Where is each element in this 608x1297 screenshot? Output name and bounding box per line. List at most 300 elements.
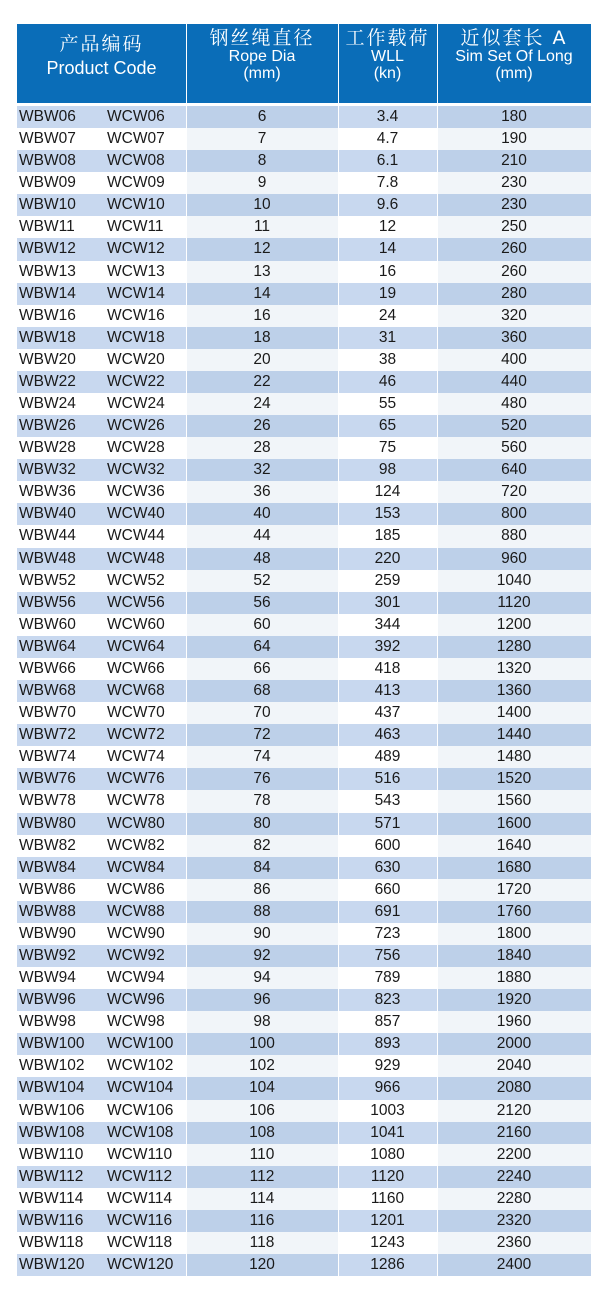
cell-rope-dia: 66 (186, 658, 338, 680)
cell-wbw-code: WBW48 (19, 549, 76, 567)
cell-wll: 259 (374, 571, 401, 589)
cell-wbw-code: WBW70 (19, 704, 76, 722)
table-row (17, 305, 591, 327)
cell-rope-dia: 88 (186, 901, 338, 923)
column-divider (338, 106, 339, 1276)
cell-wll: 153 (374, 505, 401, 523)
cell-wcw-code: WCW74 (107, 748, 165, 766)
table-row (17, 724, 591, 746)
cell-wcw-code: WCW66 (107, 659, 165, 677)
cell-wbw-code: WBW114 (19, 1189, 84, 1207)
cell-wbw-code: WBW07 (19, 130, 76, 148)
table-row (17, 371, 591, 393)
table-row (17, 1011, 591, 1033)
header-rope-dia-cn: 钢丝绳直径 (209, 27, 315, 49)
cell-set-length: 1880 (437, 967, 591, 989)
cell-wll: 543 (374, 792, 401, 810)
cell-wcw-code: WCW118 (107, 1233, 173, 1251)
table-row (17, 150, 591, 172)
cell-wbw-code: WBW22 (19, 372, 76, 390)
cell-rope-dia: 28 (186, 437, 338, 459)
cell-wll: 1003 (370, 1101, 405, 1119)
cell-wcw-code: WCW76 (107, 770, 165, 788)
cell-set-length: 260 (437, 261, 591, 283)
table-row (17, 1232, 591, 1254)
cell-wcw-code: WCW70 (107, 704, 165, 722)
header-wll-cn: 工作载荷 (345, 27, 430, 49)
table-row (17, 1033, 591, 1055)
cell-wcw-code: WCW18 (107, 328, 165, 346)
cell-set-length: 1920 (437, 989, 591, 1011)
cell-wbw-code: WBW16 (19, 306, 76, 324)
cell-rope-dia: 52 (186, 570, 338, 592)
cell-wbw-code: WBW110 (19, 1145, 84, 1163)
table-row (17, 857, 591, 879)
cell-wcw-code: WCW78 (107, 792, 165, 810)
cell-rope-dia: 106 (186, 1100, 338, 1122)
cell-rope-dia: 112 (186, 1166, 338, 1188)
cell-wll: 966 (374, 1079, 401, 1097)
cell-rope-dia: 32 (186, 459, 338, 481)
cell-rope-dia: 10 (186, 194, 338, 216)
cell-set-length: 1720 (437, 879, 591, 901)
cell-wll: 691 (374, 902, 401, 920)
cell-wll: 1041 (370, 1123, 405, 1141)
cell-wll: 55 (378, 395, 397, 413)
cell-wcw-code: WCW98 (107, 1013, 165, 1031)
cell-set-length: 1600 (437, 813, 591, 835)
cell-wbw-code: WBW102 (19, 1057, 85, 1075)
header-wll-en: WLL (371, 47, 404, 65)
cell-rope-dia: 80 (186, 813, 338, 835)
header-rope-dia-en: Rope Dia (228, 47, 296, 65)
cell-wbw-code: WBW76 (19, 770, 76, 788)
table-row (17, 1077, 591, 1099)
cell-wcw-code: WCW100 (107, 1035, 174, 1053)
cell-wbw-code: WBW40 (19, 505, 76, 523)
cell-wll: 600 (374, 836, 401, 854)
cell-wll: 1243 (370, 1233, 405, 1251)
cell-set-length: 230 (437, 194, 591, 216)
table-row (17, 128, 591, 150)
cell-wll: 418 (374, 659, 401, 677)
cell-wcw-code: WCW86 (107, 880, 165, 898)
cell-wll: 9.6 (376, 196, 399, 214)
cell-rope-dia: 16 (186, 305, 338, 327)
cell-set-length: 1320 (437, 658, 591, 680)
cell-wbw-code: WBW120 (19, 1256, 85, 1274)
cell-wcw-code: WCW09 (107, 174, 165, 192)
cell-rope-dia: 7 (186, 128, 338, 150)
table-row (17, 702, 591, 724)
cell-wll: 31 (378, 328, 397, 346)
cell-wcw-code: WCW68 (107, 682, 165, 700)
cell-wll: 16 (378, 262, 397, 280)
cell-wcw-code: WCW22 (107, 372, 165, 390)
table-header (17, 24, 591, 103)
cell-wbw-code: WBW64 (19, 637, 76, 655)
cell-rope-dia: 118 (186, 1232, 338, 1254)
cell-wcw-code: WCW40 (107, 505, 165, 523)
cell-wll: 24 (378, 306, 397, 324)
cell-wll: 392 (374, 637, 401, 655)
table-row (17, 879, 591, 901)
cell-wcw-code: WCW104 (107, 1079, 174, 1097)
cell-wcw-code: WCW11 (107, 218, 164, 236)
cell-wcw-code: WCW20 (107, 350, 165, 368)
table-row (17, 680, 591, 702)
cell-wll: 1201 (370, 1211, 405, 1229)
cell-wbw-code: WBW94 (19, 969, 76, 987)
cell-wbw-code: WBW20 (19, 350, 76, 368)
cell-wll: 1286 (370, 1256, 405, 1274)
cell-wcw-code: WCW48 (107, 549, 165, 567)
cell-wbw-code: WBW32 (19, 461, 76, 479)
cell-set-length: 800 (437, 503, 591, 525)
cell-rope-dia: 60 (186, 614, 338, 636)
cell-rope-dia: 74 (186, 746, 338, 768)
cell-wbw-code: WBW104 (19, 1079, 85, 1097)
cell-set-length: 2360 (437, 1232, 591, 1254)
header-wll (338, 24, 437, 103)
header-product-code-en: Product Code (46, 57, 157, 78)
cell-wll: 571 (374, 814, 401, 832)
table-row (17, 967, 591, 989)
cell-wll: 1120 (370, 1167, 405, 1185)
table-row (17, 261, 591, 283)
cell-rope-dia: 12 (186, 238, 338, 260)
cell-set-length: 1040 (437, 570, 591, 592)
cell-set-length: 1120 (437, 592, 591, 614)
cell-wcw-code: WCW13 (107, 262, 165, 280)
cell-wll: 124 (374, 483, 401, 501)
cell-rope-dia: 94 (186, 967, 338, 989)
table-row (17, 945, 591, 967)
cell-set-length: 230 (437, 172, 591, 194)
cell-wbw-code: WBW24 (19, 395, 76, 413)
header-wll-unit: (kn) (373, 64, 402, 82)
cell-set-length: 2160 (437, 1122, 591, 1144)
cell-wcw-code: WCW110 (107, 1145, 173, 1163)
table-row (17, 481, 591, 503)
cell-wbw-code: WBW72 (19, 726, 76, 744)
cell-rope-dia: 40 (186, 503, 338, 525)
cell-rope-dia: 120 (186, 1254, 338, 1276)
cell-wll: 516 (374, 770, 401, 788)
cell-wbw-code: WBW106 (19, 1101, 85, 1119)
cell-rope-dia: 90 (186, 923, 338, 945)
table-row (17, 923, 591, 945)
cell-wll: 823 (374, 991, 401, 1009)
cell-wcw-code: WCW36 (107, 483, 165, 501)
cell-wll: 344 (374, 615, 401, 633)
cell-rope-dia: 96 (186, 989, 338, 1011)
cell-rope-dia: 9 (186, 172, 338, 194)
cell-wbw-code: WBW90 (19, 924, 76, 942)
cell-rope-dia: 114 (186, 1188, 338, 1210)
header-set-length (437, 24, 591, 103)
table-row (17, 989, 591, 1011)
cell-wbw-code: WBW10 (19, 196, 76, 214)
cell-wll: 723 (374, 924, 401, 942)
table-row (17, 283, 591, 305)
cell-wbw-code: WBW84 (19, 858, 76, 876)
cell-set-length: 2200 (437, 1144, 591, 1166)
cell-wcw-code: WCW52 (107, 571, 165, 589)
cell-wcw-code: WCW108 (107, 1123, 174, 1141)
cell-rope-dia: 6 (186, 106, 338, 128)
table-row (17, 768, 591, 790)
cell-wbw-code: WBW82 (19, 836, 76, 854)
cell-wll: 929 (374, 1057, 401, 1075)
table-row (17, 592, 591, 614)
cell-set-length: 1560 (437, 790, 591, 812)
cell-wll: 65 (378, 417, 397, 435)
cell-wcw-code: WCW60 (107, 615, 165, 633)
cell-set-length: 1480 (437, 746, 591, 768)
cell-wbw-code: WBW92 (19, 946, 76, 964)
cell-wbw-code: WBW100 (19, 1035, 85, 1053)
column-divider (437, 106, 438, 1276)
cell-set-length: 210 (437, 150, 591, 172)
cell-wcw-code: WCW32 (107, 461, 165, 479)
cell-rope-dia: 102 (186, 1055, 338, 1077)
cell-wcw-code: WCW116 (107, 1211, 173, 1229)
table-row (17, 813, 591, 835)
cell-rope-dia: 98 (186, 1011, 338, 1033)
column-divider (186, 106, 187, 1276)
cell-wbw-code: WBW09 (19, 174, 76, 192)
cell-set-length: 720 (437, 481, 591, 503)
cell-wcw-code: WCW64 (107, 637, 165, 655)
table-row (17, 525, 591, 547)
cell-wcw-code: WCW92 (107, 946, 165, 964)
cell-wbw-code: WBW66 (19, 659, 76, 677)
cell-set-length: 320 (437, 305, 591, 327)
cell-wll: 756 (374, 946, 401, 964)
cell-wbw-code: WBW11 (19, 218, 75, 236)
cell-wbw-code: WBW68 (19, 682, 76, 700)
cell-set-length: 180 (437, 106, 591, 128)
cell-wbw-code: WBW52 (19, 571, 76, 589)
cell-wcw-code: WCW94 (107, 969, 165, 987)
cell-set-length: 1440 (437, 724, 591, 746)
cell-set-length: 1840 (437, 945, 591, 967)
cell-set-length: 2400 (437, 1254, 591, 1276)
cell-wll: 185 (374, 527, 401, 545)
cell-rope-dia: 14 (186, 283, 338, 305)
header-set-length-en: Sim Set Of Long (455, 47, 573, 65)
table-row (17, 349, 591, 371)
header-product-code (17, 24, 186, 103)
cell-set-length: 1360 (437, 680, 591, 702)
cell-set-length: 1760 (437, 901, 591, 923)
cell-rope-dia: 110 (186, 1144, 338, 1166)
cell-set-length: 880 (437, 525, 591, 547)
cell-wcw-code: WCW26 (107, 417, 165, 435)
cell-set-length: 480 (437, 393, 591, 415)
cell-set-length: 1280 (437, 636, 591, 658)
table-row (17, 901, 591, 923)
cell-wll: 1160 (370, 1189, 405, 1207)
cell-wbw-code: WBW74 (19, 748, 76, 766)
cell-rope-dia: 44 (186, 525, 338, 547)
table-row (17, 1144, 591, 1166)
cell-wll: 463 (374, 726, 401, 744)
cell-wcw-code: WCW06 (107, 108, 165, 125)
cell-set-length: 1640 (437, 835, 591, 857)
cell-rope-dia: 18 (186, 327, 338, 349)
table-row (17, 327, 591, 349)
table-row (17, 1188, 591, 1210)
cell-wll: 98 (378, 461, 397, 479)
cell-wcw-code: WCW88 (107, 902, 165, 920)
cell-rope-dia: 56 (186, 592, 338, 614)
cell-wll: 7.8 (376, 174, 399, 192)
table-row (17, 548, 591, 570)
cell-wcw-code: WCW102 (107, 1057, 174, 1075)
cell-rope-dia: 68 (186, 680, 338, 702)
cell-set-length: 2000 (437, 1033, 591, 1055)
cell-wbw-code: WBW98 (19, 1013, 76, 1031)
cell-wbw-code: WBW56 (19, 593, 76, 611)
cell-wll: 630 (374, 858, 401, 876)
cell-set-length: 2040 (437, 1055, 591, 1077)
cell-wll: 6.1 (376, 152, 399, 170)
cell-set-length: 360 (437, 327, 591, 349)
cell-rope-dia: 104 (186, 1077, 338, 1099)
cell-wll: 3.4 (376, 108, 399, 125)
cell-rope-dia: 84 (186, 857, 338, 879)
cell-wcw-code: WCW72 (107, 726, 165, 744)
cell-rope-dia: 13 (186, 261, 338, 283)
table-row (17, 503, 591, 525)
cell-wll: 12 (378, 218, 397, 236)
cell-wbw-code: WBW60 (19, 615, 76, 633)
cell-wcw-code: WCW106 (107, 1101, 174, 1119)
cell-rope-dia: 70 (186, 702, 338, 724)
table-row (17, 194, 591, 216)
cell-wcw-code: WCW07 (107, 130, 165, 148)
cell-set-length: 1520 (437, 768, 591, 790)
table-row (17, 216, 591, 238)
table-row (17, 172, 591, 194)
cell-wbw-code: WBW36 (19, 483, 76, 501)
cell-wcw-code: WCW14 (107, 284, 165, 302)
cell-wcw-code: WCW56 (107, 593, 165, 611)
cell-set-length: 190 (437, 128, 591, 150)
cell-wll: 893 (374, 1035, 401, 1053)
cell-rope-dia: 108 (186, 1122, 338, 1144)
cell-set-length: 1800 (437, 923, 591, 945)
cell-wll: 220 (374, 549, 401, 567)
cell-set-length: 2240 (437, 1166, 591, 1188)
cell-wcw-code: WCW82 (107, 836, 165, 854)
cell-wcw-code: WCW44 (107, 527, 165, 545)
cell-wbw-code: WBW14 (19, 284, 76, 302)
table-row (17, 790, 591, 812)
cell-wcw-code: WCW120 (107, 1256, 174, 1274)
cell-set-length: 280 (437, 283, 591, 305)
cell-wll: 660 (374, 880, 401, 898)
cell-wll: 4.7 (376, 130, 399, 148)
table-row (17, 1210, 591, 1232)
table-row (17, 636, 591, 658)
cell-wbw-code: WBW86 (19, 880, 76, 898)
table-row (17, 614, 591, 636)
table-row (17, 746, 591, 768)
table-row (17, 415, 591, 437)
cell-wbw-code: WBW80 (19, 814, 76, 832)
cell-set-length: 960 (437, 548, 591, 570)
cell-set-length: 640 (437, 459, 591, 481)
cell-set-length: 520 (437, 415, 591, 437)
table-row (17, 238, 591, 260)
cell-rope-dia: 86 (186, 879, 338, 901)
cell-set-length: 2080 (437, 1077, 591, 1099)
cell-wcw-code: WCW112 (107, 1167, 173, 1185)
cell-wll: 19 (378, 284, 397, 302)
header-set-length-unit: (mm) (495, 64, 533, 82)
cell-rope-dia: 8 (186, 150, 338, 172)
cell-rope-dia: 100 (186, 1033, 338, 1055)
cell-wcw-code: WCW08 (107, 152, 165, 170)
header-rope-dia (186, 24, 338, 103)
table-row (17, 437, 591, 459)
cell-wbw-code: WBW112 (19, 1167, 84, 1185)
cell-wll: 789 (374, 969, 401, 987)
cell-wbw-code: WBW44 (19, 527, 76, 545)
table-row (17, 1100, 591, 1122)
cell-wcw-code: WCW90 (107, 924, 165, 942)
cell-wbw-code: WBW118 (19, 1233, 84, 1251)
table-body (17, 106, 591, 1276)
cell-wll: 1080 (370, 1145, 405, 1163)
cell-wll: 301 (374, 593, 401, 611)
cell-wbw-code: WBW78 (19, 792, 76, 810)
table-row (17, 1122, 591, 1144)
cell-set-length: 2280 (437, 1188, 591, 1210)
cell-wbw-code: WBW08 (19, 152, 76, 170)
cell-set-length: 2320 (437, 1210, 591, 1232)
cell-rope-dia: 92 (186, 945, 338, 967)
cell-wbw-code: WBW96 (19, 991, 76, 1009)
cell-wbw-code: WBW28 (19, 439, 76, 457)
cell-set-length: 1960 (437, 1011, 591, 1033)
table-row (17, 106, 591, 128)
cell-wcw-code: WCW24 (107, 395, 165, 413)
cell-rope-dia: 82 (186, 835, 338, 857)
cell-rope-dia: 36 (186, 481, 338, 503)
cell-rope-dia: 64 (186, 636, 338, 658)
cell-wcw-code: WCW12 (107, 240, 165, 258)
cell-wll: 75 (378, 439, 397, 457)
cell-wbw-code: WBW18 (19, 328, 76, 346)
table-row (17, 1254, 591, 1276)
cell-wbw-code: WBW116 (19, 1211, 84, 1229)
cell-wll: 413 (374, 682, 401, 700)
cell-set-length: 440 (437, 371, 591, 393)
cell-wcw-code: WCW10 (107, 196, 165, 214)
cell-rope-dia: 72 (186, 724, 338, 746)
cell-rope-dia: 116 (186, 1210, 338, 1232)
cell-rope-dia: 48 (186, 548, 338, 570)
cell-rope-dia: 20 (186, 349, 338, 371)
cell-wll: 38 (378, 350, 397, 368)
cell-set-length: 560 (437, 437, 591, 459)
cell-wll: 437 (374, 704, 401, 722)
cell-wcw-code: WCW28 (107, 439, 165, 457)
